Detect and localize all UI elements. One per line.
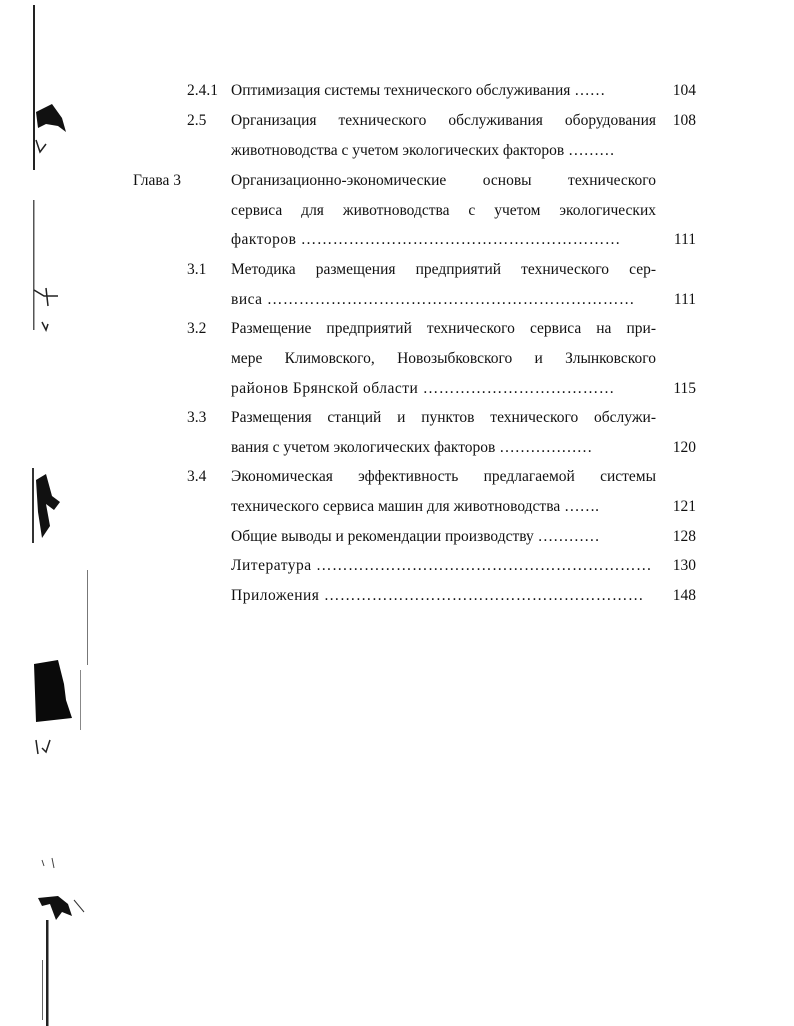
scan-edge-line bbox=[42, 960, 43, 1020]
toc-entry-title: технического сервиса машин для животноводства ……. bbox=[231, 498, 599, 515]
scan-blot bbox=[38, 896, 72, 920]
toc-entry-title: районов Брянской области ……………………………… bbox=[231, 380, 615, 397]
toc-entry-title: Методика размещения предприятий технического сер- bbox=[231, 261, 656, 278]
toc-entry bbox=[0, 403, 794, 433]
scan-blot bbox=[34, 660, 72, 722]
toc-entry bbox=[0, 522, 794, 552]
toc-section-number: 2.4.1 bbox=[187, 82, 218, 99]
toc-entry-title: виса …………………………………………………………… bbox=[231, 291, 635, 308]
toc-page-number: 111 bbox=[673, 291, 696, 308]
scan-edge-line bbox=[80, 670, 81, 730]
toc-entry-continuation bbox=[0, 196, 794, 226]
toc-entry bbox=[0, 314, 794, 344]
toc-section-number: 3.2 bbox=[187, 320, 207, 337]
toc-chapter-entry bbox=[0, 166, 794, 196]
toc-section-number: 3.1 bbox=[187, 261, 207, 278]
toc-page-number: 148 bbox=[672, 587, 696, 604]
scan-edge-line bbox=[46, 920, 49, 1026]
toc-chapter-number: Глава 3 bbox=[133, 172, 182, 189]
toc-page-number: 130 bbox=[672, 557, 696, 574]
toc-entry-title: вания с учетом экологических факторов ……………… bbox=[231, 439, 593, 456]
toc-entry bbox=[0, 551, 794, 581]
toc-section-number: 3.4 bbox=[187, 468, 207, 485]
toc-entry-continuation bbox=[0, 285, 794, 315]
scan-mark bbox=[36, 740, 50, 754]
toc-entry-title: Организация технического обслуживания оборудования bbox=[231, 112, 656, 129]
toc-section-number: 3.3 bbox=[187, 409, 207, 426]
scan-mark bbox=[42, 858, 54, 868]
toc-entry-continuation bbox=[0, 433, 794, 463]
toc-entry-title: мере Климовского, Новозыбковского и Злынковского bbox=[231, 350, 656, 367]
toc-page-number: 120 bbox=[672, 439, 696, 456]
toc-page-number: 121 bbox=[672, 498, 696, 515]
toc-entry-continuation bbox=[0, 492, 794, 522]
toc-page-number: 104 bbox=[672, 82, 696, 99]
toc-entry-continuation bbox=[0, 225, 794, 255]
toc-entry-title: Литература ……………………………………………………… bbox=[231, 557, 653, 574]
toc-entry bbox=[0, 462, 794, 492]
toc-entry bbox=[0, 106, 794, 136]
toc-entry-continuation bbox=[0, 374, 794, 404]
toc-page-number: 128 bbox=[672, 528, 696, 545]
toc-entry-title: Организационно-экономические основы технического bbox=[231, 172, 656, 189]
toc-entry bbox=[0, 76, 794, 106]
toc-entry bbox=[0, 255, 794, 285]
toc-page-number: 108 bbox=[672, 112, 696, 129]
toc-entry-title: сервиса для животноводства с учетом экологических bbox=[231, 202, 656, 219]
toc-entry-title: Общие выводы и рекомендации производству ………… bbox=[231, 528, 600, 545]
toc-entry-title: Размещения станций и пунктов технического обслужи- bbox=[231, 409, 656, 426]
toc-entry-continuation bbox=[0, 344, 794, 374]
toc-entry-continuation bbox=[0, 136, 794, 166]
toc-page-number: 111 bbox=[673, 231, 696, 248]
toc-entry-title: Размещение предприятий технического сервиса на при- bbox=[231, 320, 656, 337]
toc-entry-title: Оптимизация системы технического обслуживания …… bbox=[231, 82, 606, 99]
toc-entry-title: Приложения …………………………………………………… bbox=[231, 587, 644, 604]
toc-entry-title: Экономическая эффективность предлагаемой системы bbox=[231, 468, 656, 485]
toc-entry bbox=[0, 581, 794, 611]
toc-entry-title: животноводства с учетом экологических факторов ……… bbox=[231, 142, 615, 159]
toc-entry-title: факторов …………………………………………………… bbox=[231, 231, 621, 248]
toc-page-number: 115 bbox=[673, 380, 696, 397]
scan-mark bbox=[74, 900, 84, 912]
toc-section-number: 2.5 bbox=[187, 112, 207, 129]
